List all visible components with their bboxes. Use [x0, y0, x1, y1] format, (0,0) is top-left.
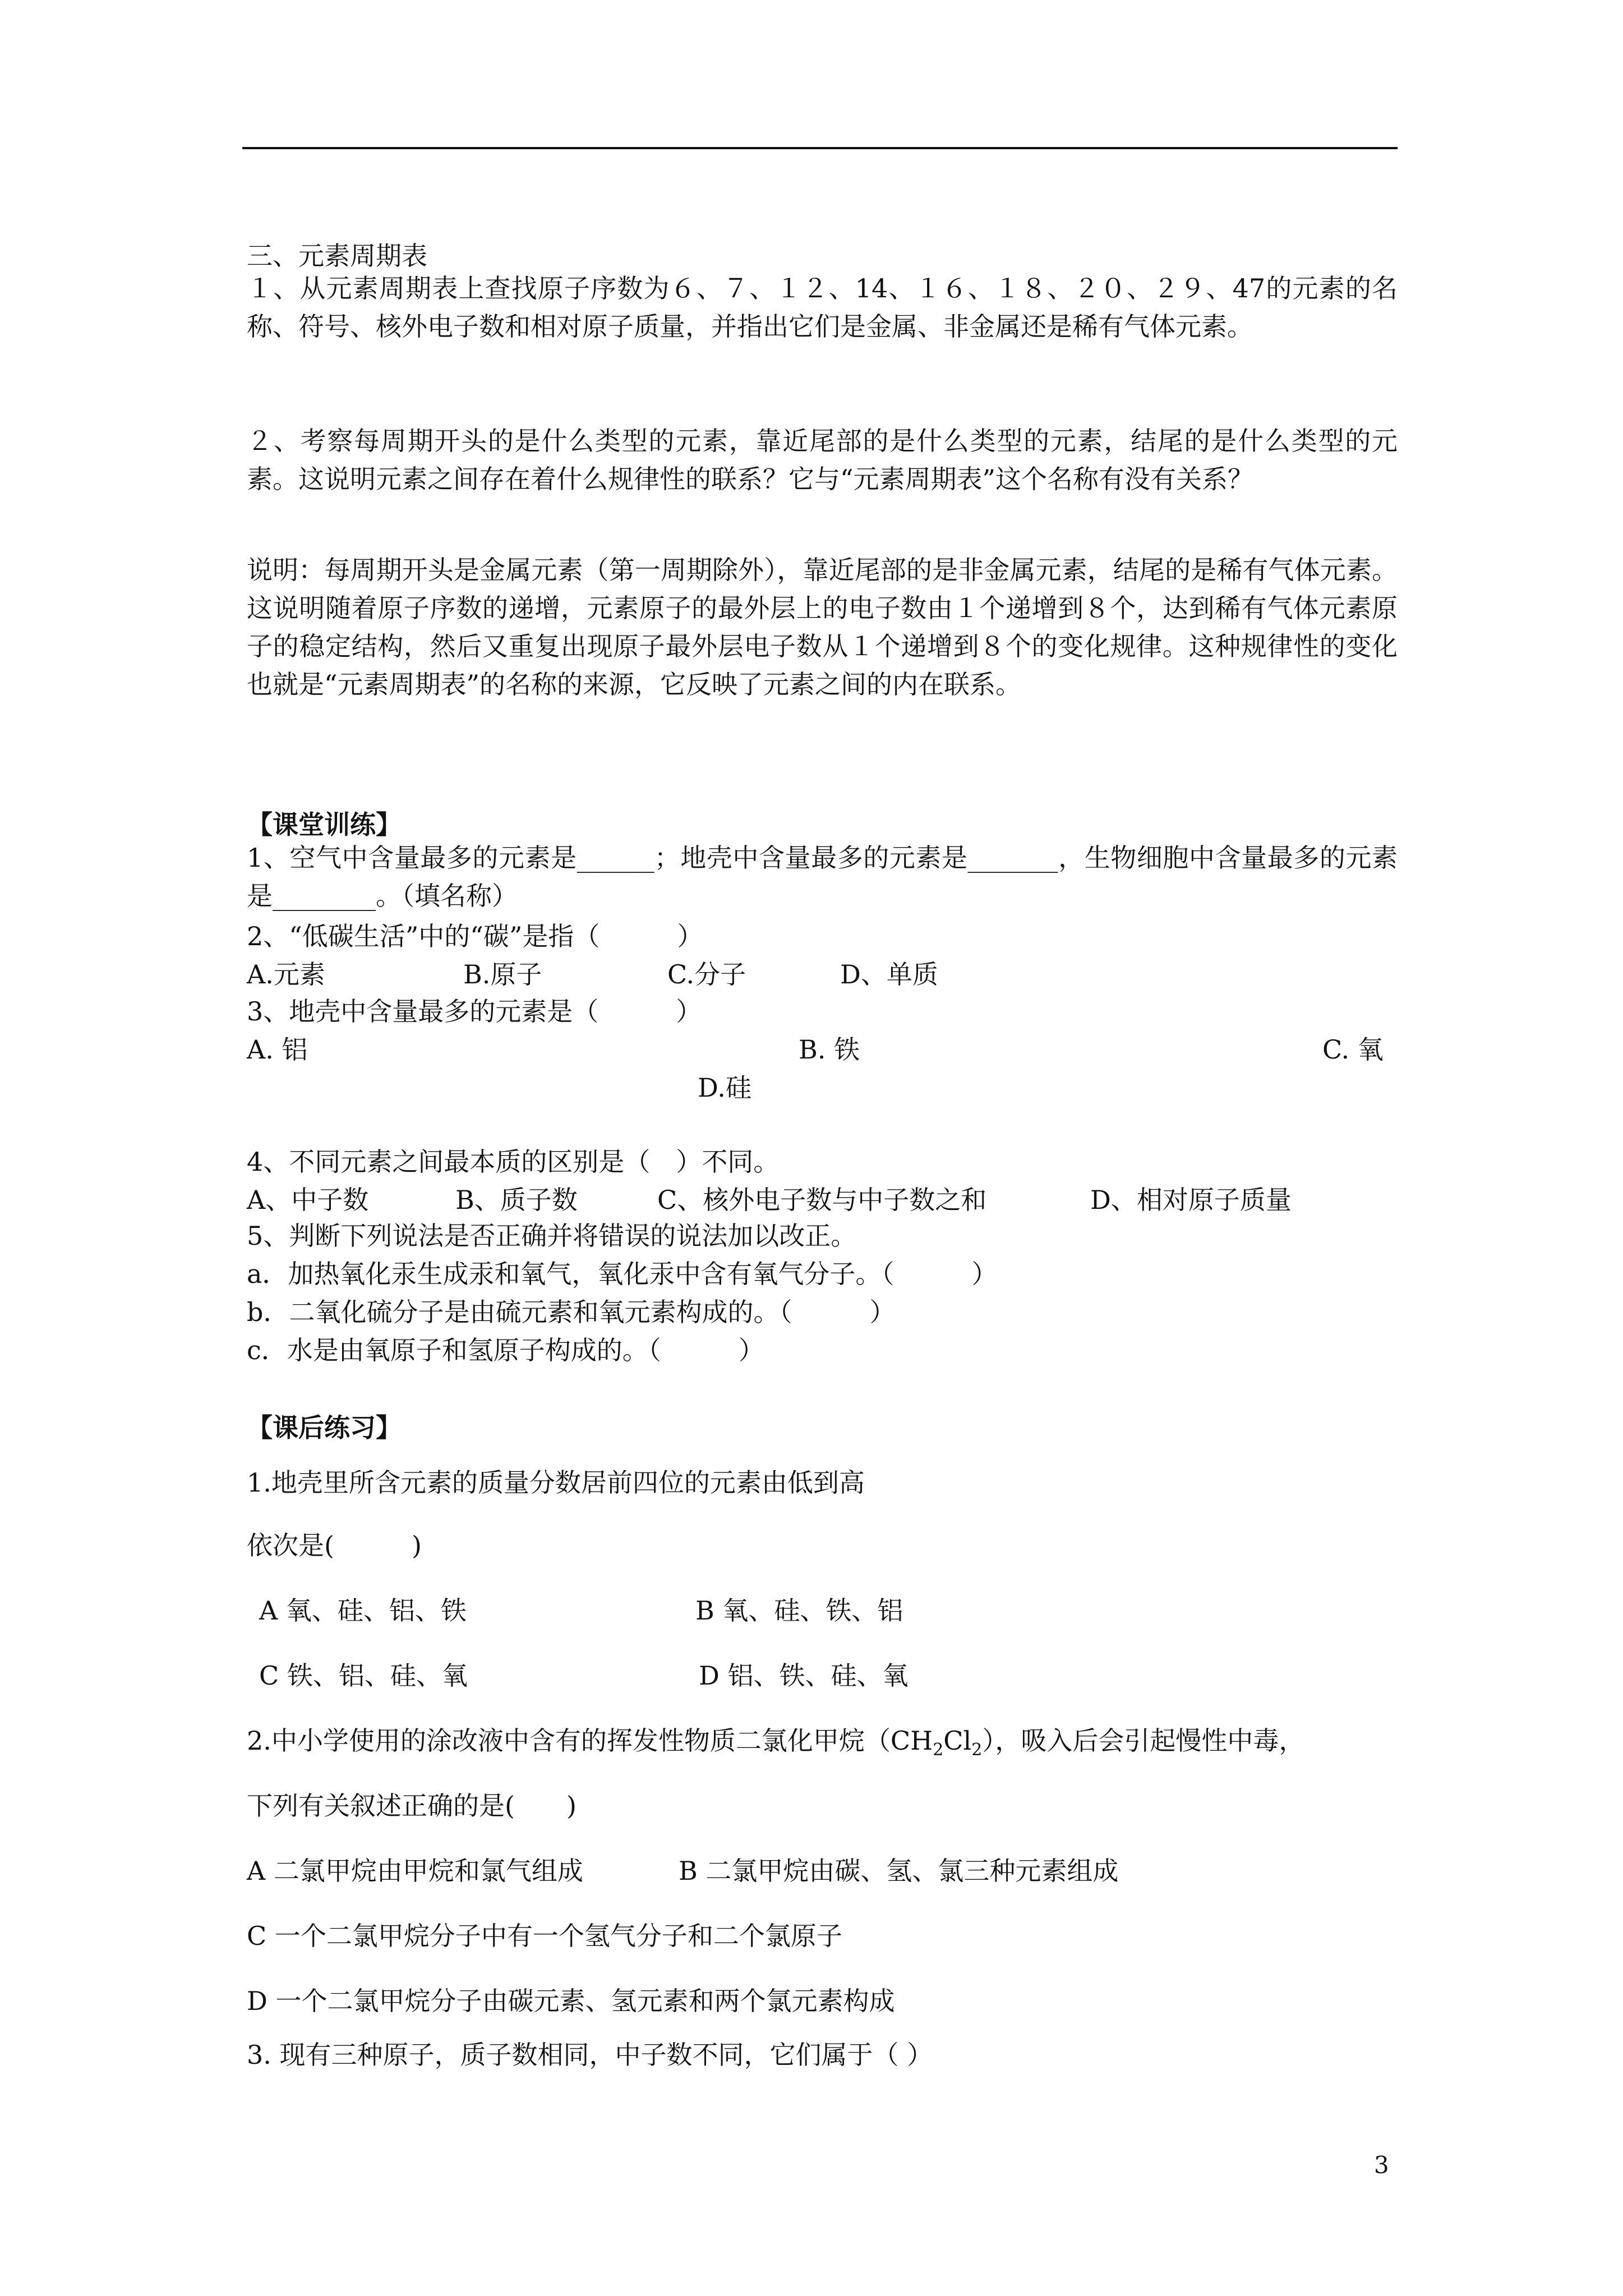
homework-2-option-c: C 一个二氯甲烷分子中有一个氢气分子和二个氯原子: [247, 1921, 842, 1951]
homework-3: 3. 现有三种原子，质子数相同，中子数不同，它们属于（ ）: [247, 2040, 933, 2070]
exercise-5c: c．水是由氧原子和氢原子构成的。（ ）: [247, 1335, 764, 1365]
page-number: 3: [1374, 2151, 1389, 2179]
homework-2-line-2: 下列有关叙述正确的是( ): [247, 1791, 577, 1821]
question-2: ２、考察每周期开头的是什么类型的元素，靠近尾部的是什么类型的元素，结尾的是什么类型的元素。这说明元素之间存在着什么规律性的联系？它与“元素周期表”这个名称有没有关系？: [247, 426, 1398, 494]
exercise-4-option-c: C、核外电子数与中子数之和: [657, 1185, 987, 1215]
homework-2-option-b: B 二氯甲烷由碳、氢、氯三种元素组成: [679, 1856, 1119, 1886]
section-title: 三、元素周期表: [247, 241, 427, 271]
exercise-5: 5、判断下列说法是否正确并将错误的说法加以改正。: [247, 1221, 857, 1251]
homework-2-line-1: [247, 1728, 1304, 1759]
homework-1-option-a: A 氧、硅、铝、铁: [259, 1595, 467, 1626]
exercise-3: 3、地壳中含量最多的元素是（ ）: [247, 996, 702, 1027]
homework-2-option-a: A 二氯甲烷由甲烷和氯气组成: [247, 1856, 583, 1886]
formula-cl: Cl: [943, 1726, 972, 1756]
header-rule: [242, 147, 1398, 149]
exercise-3-option-d: D.硅: [698, 1073, 751, 1103]
exercise-3-option-c: C. 氧: [1322, 1034, 1384, 1065]
homework-1-line-1: 1.地壳里所含元素的质量分数居前四位的元素由低到高: [247, 1467, 865, 1498]
homework-1-option-d: D 铝、铁、硅、氧: [699, 1660, 909, 1691]
exercise-4-option-b: B、质子数: [455, 1185, 578, 1215]
classroom-heading: 【课堂训练】: [247, 809, 402, 840]
question-1: １、从元素周期表上查找原子序数为６、７、１２、14、１６、１８、２０、２９、47的元素的名称、符号、核外电子数和相对原子质量，并指出它们是金属、非金属还是稀有气体元素。: [247, 273, 1398, 342]
homework-heading: 【课后练习】: [247, 1412, 402, 1443]
exercise-4: 4、不同元素之间最本质的区别是（ ）不同。: [247, 1147, 780, 1177]
homework-1-option-c: C 铁、铝、硅、氧: [259, 1660, 468, 1691]
exercise-2-option-d: D、单质: [840, 959, 938, 990]
exercise-3-option-a: A. 铝: [247, 1034, 308, 1065]
exercise-5b: b．二氧化硫分子是由硫元素和氧元素构成的。（ ）: [247, 1297, 896, 1327]
explanation: 说明：每周期开头是金属元素（第一周期除外），靠近尾部的是非金属元素，结尾的是稀有气体元素。这说明随着原子序数的递增，元素原子的最外层上的电子数由１个递增到８个，达到稀有气体元素原子的稳定结构，然后又重复出现原子最外层电子数从１个递增到８个的变化规律。这种规律性的变化也就是“元素周期表”的名称的来源，它反映了元素之间的内在联系。: [247, 555, 1398, 700]
homework-2-option-d: D 一个二氯甲烷分子由碳元素、氢元素和两个氯元素构成: [247, 1986, 895, 2016]
homework-1-option-b: B 氧、硅、铁、铝: [695, 1595, 903, 1626]
homework-2-text-start: 2.中小学使用的涂改液中含有的挥发性物质二氯化甲烷（CH: [247, 1726, 933, 1756]
exercise-2-option-c: C.分子: [667, 959, 746, 990]
formula-subscript-cl: 2: [971, 1740, 983, 1760]
exercise-4-option-a: A、中子数: [247, 1185, 369, 1215]
exercise-2-option-b: B.原子: [463, 959, 542, 990]
exercise-2: 2、“低碳生活”中的“碳”是指（ ）: [247, 921, 703, 951]
exercise-2-option-a: A.元素: [247, 959, 325, 990]
homework-2-text-end: ），吸入后会引起慢性中毒，: [982, 1726, 1305, 1756]
exercise-5a: a．加热氧化汞生成汞和氧气，氧化汞中含有氧气分子。（ ）: [247, 1259, 998, 1289]
exercise-1: 1、空气中含量最多的元素是______；地壳中含量最多的元素是_______，生物细胞中含量最多的元素是________。（填名称）: [247, 843, 1398, 911]
exercise-3-option-b: B. 铁: [799, 1034, 860, 1065]
homework-1-line-2: 依次是( ): [247, 1530, 422, 1561]
formula-subscript-h: 2: [933, 1740, 944, 1760]
exercise-4-option-d: D、相对原子质量: [1090, 1185, 1292, 1215]
